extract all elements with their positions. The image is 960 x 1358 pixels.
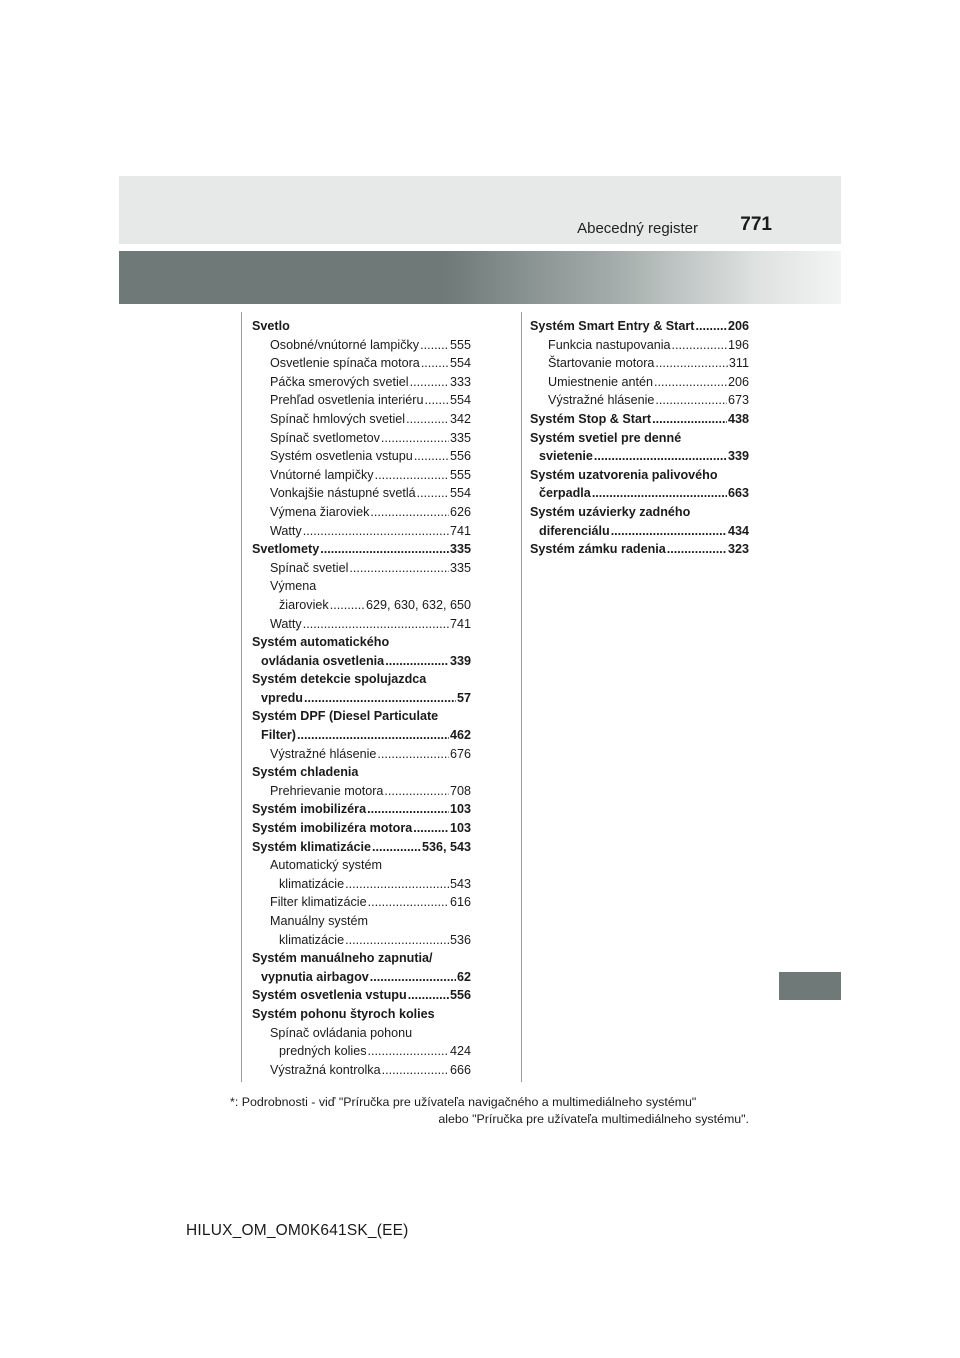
index-entry-pages: 103 xyxy=(449,821,471,836)
index-entry xyxy=(252,522,471,541)
index-entry xyxy=(252,354,471,373)
index-entry xyxy=(252,652,471,671)
index-entry-pages: 554 xyxy=(449,356,471,371)
index-entry xyxy=(252,838,471,857)
index-entry xyxy=(530,354,749,373)
index-entry-label: Systém klimatizácie xyxy=(252,839,372,854)
dot-leader xyxy=(385,652,449,671)
dot-leader xyxy=(410,373,449,392)
index-entry-pages: 554 xyxy=(449,393,471,408)
index-heading: Automatický systém xyxy=(270,858,382,873)
dot-leader xyxy=(420,336,449,355)
index-heading: Systém uzatvorenia palivového xyxy=(530,467,718,482)
index-entry-pages: 708 xyxy=(449,783,471,798)
index-heading: Systém pohonu štyroch kolies xyxy=(252,1006,435,1021)
index-heading: Systém chladenia xyxy=(252,765,359,780)
header-band xyxy=(119,176,841,244)
dot-leader xyxy=(303,615,449,634)
index-entry-label: Výmena žiaroviek xyxy=(270,504,370,519)
index-entry-label: Vonkajšie nástupné svetlá xyxy=(270,486,416,501)
dot-leader xyxy=(367,800,449,819)
index-entry xyxy=(252,447,471,466)
index-entry-label: diferenciálu xyxy=(539,523,610,538)
dot-leader xyxy=(345,931,449,950)
index-entry-label: čerpadla xyxy=(539,486,591,501)
dot-leader xyxy=(413,819,449,838)
index-entry-pages: 335 xyxy=(449,430,471,445)
index-entry-pages: 673 xyxy=(727,393,749,408)
index-entry xyxy=(530,336,749,355)
index-entry-pages: 206 xyxy=(727,319,749,333)
dot-leader xyxy=(370,503,449,522)
index-entry-label: Funkcia nastupovania xyxy=(548,337,671,352)
index-entry xyxy=(530,373,749,392)
dot-leader xyxy=(384,782,449,801)
dot-leader xyxy=(695,317,727,336)
dot-leader xyxy=(370,968,456,987)
index-entry xyxy=(252,875,471,894)
dot-leader xyxy=(417,484,449,503)
index-entry-label: Prehľad osvetlenia interiéru xyxy=(270,393,424,408)
index-heading: Systém uzávierky zadného xyxy=(530,504,691,519)
dot-leader xyxy=(672,336,727,355)
dot-leader xyxy=(421,354,449,373)
index-heading: Výmena xyxy=(270,579,317,594)
index-entry xyxy=(252,484,471,503)
index-entry-pages: 666 xyxy=(449,1062,471,1077)
index-entry-label: svietenie xyxy=(539,449,593,464)
index-entry-label: Spínač svetiel xyxy=(270,560,349,575)
section-thumb-tab xyxy=(779,972,841,1000)
index-heading: Manuálny systém xyxy=(270,914,368,928)
index-entry-label: Systém imobilizéra xyxy=(252,802,367,817)
index-heading: Systém automatického xyxy=(252,635,390,650)
index-heading: Systém svetiel pre denné xyxy=(530,430,682,445)
index-entry-pages: 676 xyxy=(449,746,471,761)
dot-leader xyxy=(349,559,449,578)
index-entry-label: klimatizácie xyxy=(279,876,345,891)
dot-leader xyxy=(377,745,449,764)
dot-leader xyxy=(320,540,449,559)
index-entry xyxy=(252,559,471,578)
dot-leader xyxy=(655,354,728,373)
document-code: HILUX_OM_OM0K641SK_(EE) xyxy=(186,1222,409,1239)
section-title: Abecedný register xyxy=(577,220,698,237)
index-entry-pages: 206 xyxy=(727,374,749,389)
index-entry-pages: 57 xyxy=(456,690,471,705)
index-entry-label: Watty xyxy=(270,616,302,631)
index-entry-pages: 554 xyxy=(449,486,471,501)
dot-leader xyxy=(654,373,727,392)
index-entry xyxy=(530,484,749,503)
index-entry-pages: 323 xyxy=(727,542,749,557)
index-entry-pages: 424 xyxy=(449,1044,471,1059)
index-entry-label: klimatizácie xyxy=(279,932,345,947)
index-entry-pages: 462 xyxy=(449,728,471,743)
dot-leader xyxy=(372,838,421,857)
dot-leader xyxy=(425,391,449,410)
index-entry-label: Osobné/vnútorné lampičky xyxy=(270,337,420,352)
index-entry-label: žiaroviek xyxy=(279,597,329,612)
index-entry-label: Umiestnenie antén xyxy=(548,374,654,389)
dot-leader xyxy=(297,726,449,745)
dot-leader xyxy=(368,1042,449,1061)
index-entry xyxy=(252,1061,471,1080)
index-entry-label: Vnútorné lampičky xyxy=(270,467,374,482)
index-entry-pages: 626 xyxy=(449,504,471,519)
index-entry xyxy=(252,596,471,615)
index-entry-label: Watty xyxy=(270,523,302,538)
index-entry xyxy=(252,800,471,819)
dot-leader xyxy=(368,893,449,912)
index-entry xyxy=(252,931,471,950)
dot-leader xyxy=(382,1061,449,1080)
index-entry-label: Filter) xyxy=(261,728,296,743)
column-divider-left xyxy=(241,312,242,1082)
index-entry-label: Systém Stop & Start xyxy=(530,411,652,426)
dot-leader xyxy=(381,429,449,448)
index-heading: Svetlo xyxy=(252,319,290,333)
index-entry xyxy=(252,391,471,410)
index-entry-label: vpredu xyxy=(261,690,303,705)
index-entry-label: Prehrievanie motora xyxy=(270,783,384,798)
index-entry-label: ovládania osvetlenia xyxy=(261,653,385,668)
index-entry-pages: 103 xyxy=(449,802,471,817)
index-entry-label: Svetlomety xyxy=(252,542,320,557)
index-entry xyxy=(252,466,471,485)
index-entry xyxy=(530,391,749,410)
index-entry-label: Výstražné hlásenie xyxy=(548,393,655,408)
index-entry-pages: 342 xyxy=(449,411,471,426)
index-heading: Systém DPF (Diesel Particulate xyxy=(252,709,439,724)
index-entry xyxy=(252,819,471,838)
index-entry xyxy=(530,410,749,429)
dot-leader xyxy=(375,466,449,485)
index-entry-label: vypnutia airbagov xyxy=(261,969,369,984)
dot-leader xyxy=(611,522,727,541)
index-entry-pages: 339 xyxy=(727,449,749,464)
index-entry xyxy=(530,317,749,336)
column-divider-middle xyxy=(521,312,522,1082)
index-entry xyxy=(530,540,749,559)
dot-leader xyxy=(330,596,365,615)
index-entry-pages: 536 xyxy=(449,932,471,947)
index-entry-label: Spínač hmlových svetiel xyxy=(270,411,406,426)
index-entry-pages: 556 xyxy=(449,988,471,1003)
index-entry-label: Systém osvetlenia vstupu xyxy=(252,988,407,1003)
dot-leader xyxy=(652,410,727,429)
index-entry xyxy=(252,689,471,708)
index-entry-pages: 434 xyxy=(727,523,749,538)
index-entry xyxy=(252,745,471,764)
index-column-left xyxy=(252,317,471,1079)
index-entry-label: Štartovanie motora xyxy=(548,356,655,371)
dot-leader xyxy=(406,410,449,429)
index-heading: Systém detekcie spolujazdca xyxy=(252,672,427,687)
index-entry-label: Systém Smart Entry & Start xyxy=(530,319,695,333)
index-entry-label: Systém osvetlenia vstupu xyxy=(270,449,413,464)
index-entry-pages: 438 xyxy=(727,411,749,426)
dot-leader xyxy=(592,484,727,503)
dot-leader xyxy=(667,540,727,559)
index-entry-label: Systém zámku radenia xyxy=(530,542,666,557)
index-entry-label: Osvetlenie spínača motora xyxy=(270,356,420,371)
index-heading: Spínač ovládania pohonu xyxy=(270,1025,413,1040)
index-entry-pages: 616 xyxy=(449,895,471,910)
index-entry-pages: 536, 543 xyxy=(421,839,471,854)
index-entry-pages: 741 xyxy=(449,523,471,538)
index-entry xyxy=(530,522,749,541)
footnote-line-1: *: Podrobnosti - viď "Príručka pre užívateľa navigačného a multimediálneho systému" xyxy=(230,1095,697,1109)
index-entry xyxy=(252,986,471,1005)
index-entry xyxy=(252,336,471,355)
header-gradient-bar xyxy=(119,251,841,304)
dot-leader xyxy=(303,522,449,541)
index-entry xyxy=(252,373,471,392)
index-entry-pages: 663 xyxy=(727,486,749,501)
index-entry xyxy=(252,968,471,987)
index-entry-pages: 543 xyxy=(449,876,471,891)
dot-leader xyxy=(408,986,449,1005)
dot-leader xyxy=(594,447,727,466)
index-entry-pages: 741 xyxy=(449,616,471,631)
index-entry xyxy=(252,615,471,634)
dot-leader xyxy=(655,391,727,410)
index-entry xyxy=(530,447,749,466)
index-entry-pages: 311 xyxy=(728,356,749,371)
index-entry xyxy=(252,410,471,429)
index-entry xyxy=(252,540,471,559)
index-entry-pages: 333 xyxy=(449,374,471,389)
index-entry-pages: 555 xyxy=(449,337,471,352)
index-entry-pages: 62 xyxy=(456,969,471,984)
index-heading: Systém manuálneho zapnutia/ xyxy=(252,951,433,966)
index-entry-label: Výstražná kontrolka xyxy=(270,1062,381,1077)
dot-leader xyxy=(414,447,449,466)
index-entry-pages: 629, 630, 632, 650 xyxy=(365,597,471,612)
index-entry-label: Filter klimatizácie xyxy=(270,895,367,910)
index-entry xyxy=(252,429,471,448)
index-entry xyxy=(252,782,471,801)
index-entry-pages: 335 xyxy=(449,542,471,557)
index-entry-label: predných kolies xyxy=(279,1044,367,1059)
index-entry-label: Systém imobilizéra motora xyxy=(252,821,413,836)
page-number: 771 xyxy=(740,214,772,235)
dot-leader xyxy=(304,689,456,708)
dot-leader xyxy=(345,875,449,894)
index-entry xyxy=(252,893,471,912)
index-entry-pages: 555 xyxy=(449,467,471,482)
index-entry-pages: 335 xyxy=(449,560,471,575)
index-entry-pages: 339 xyxy=(449,653,471,668)
index-entry-label: Páčka smerových svetiel xyxy=(270,374,409,389)
index-entry-pages: 196 xyxy=(727,337,749,352)
index-entry xyxy=(252,726,471,745)
footnote-line-2: alebo "Príručka pre užívateľa multimediálneho systému". xyxy=(438,1112,749,1126)
index-entry-pages: 556 xyxy=(449,449,471,464)
footnote xyxy=(230,1094,749,1128)
index-entry-label: Spínač svetlometov xyxy=(270,430,380,445)
index-entry xyxy=(252,1042,471,1061)
index-entry-label: Výstražné hlásenie xyxy=(270,746,377,761)
index-column-right xyxy=(530,317,749,559)
index-entry xyxy=(252,503,471,522)
